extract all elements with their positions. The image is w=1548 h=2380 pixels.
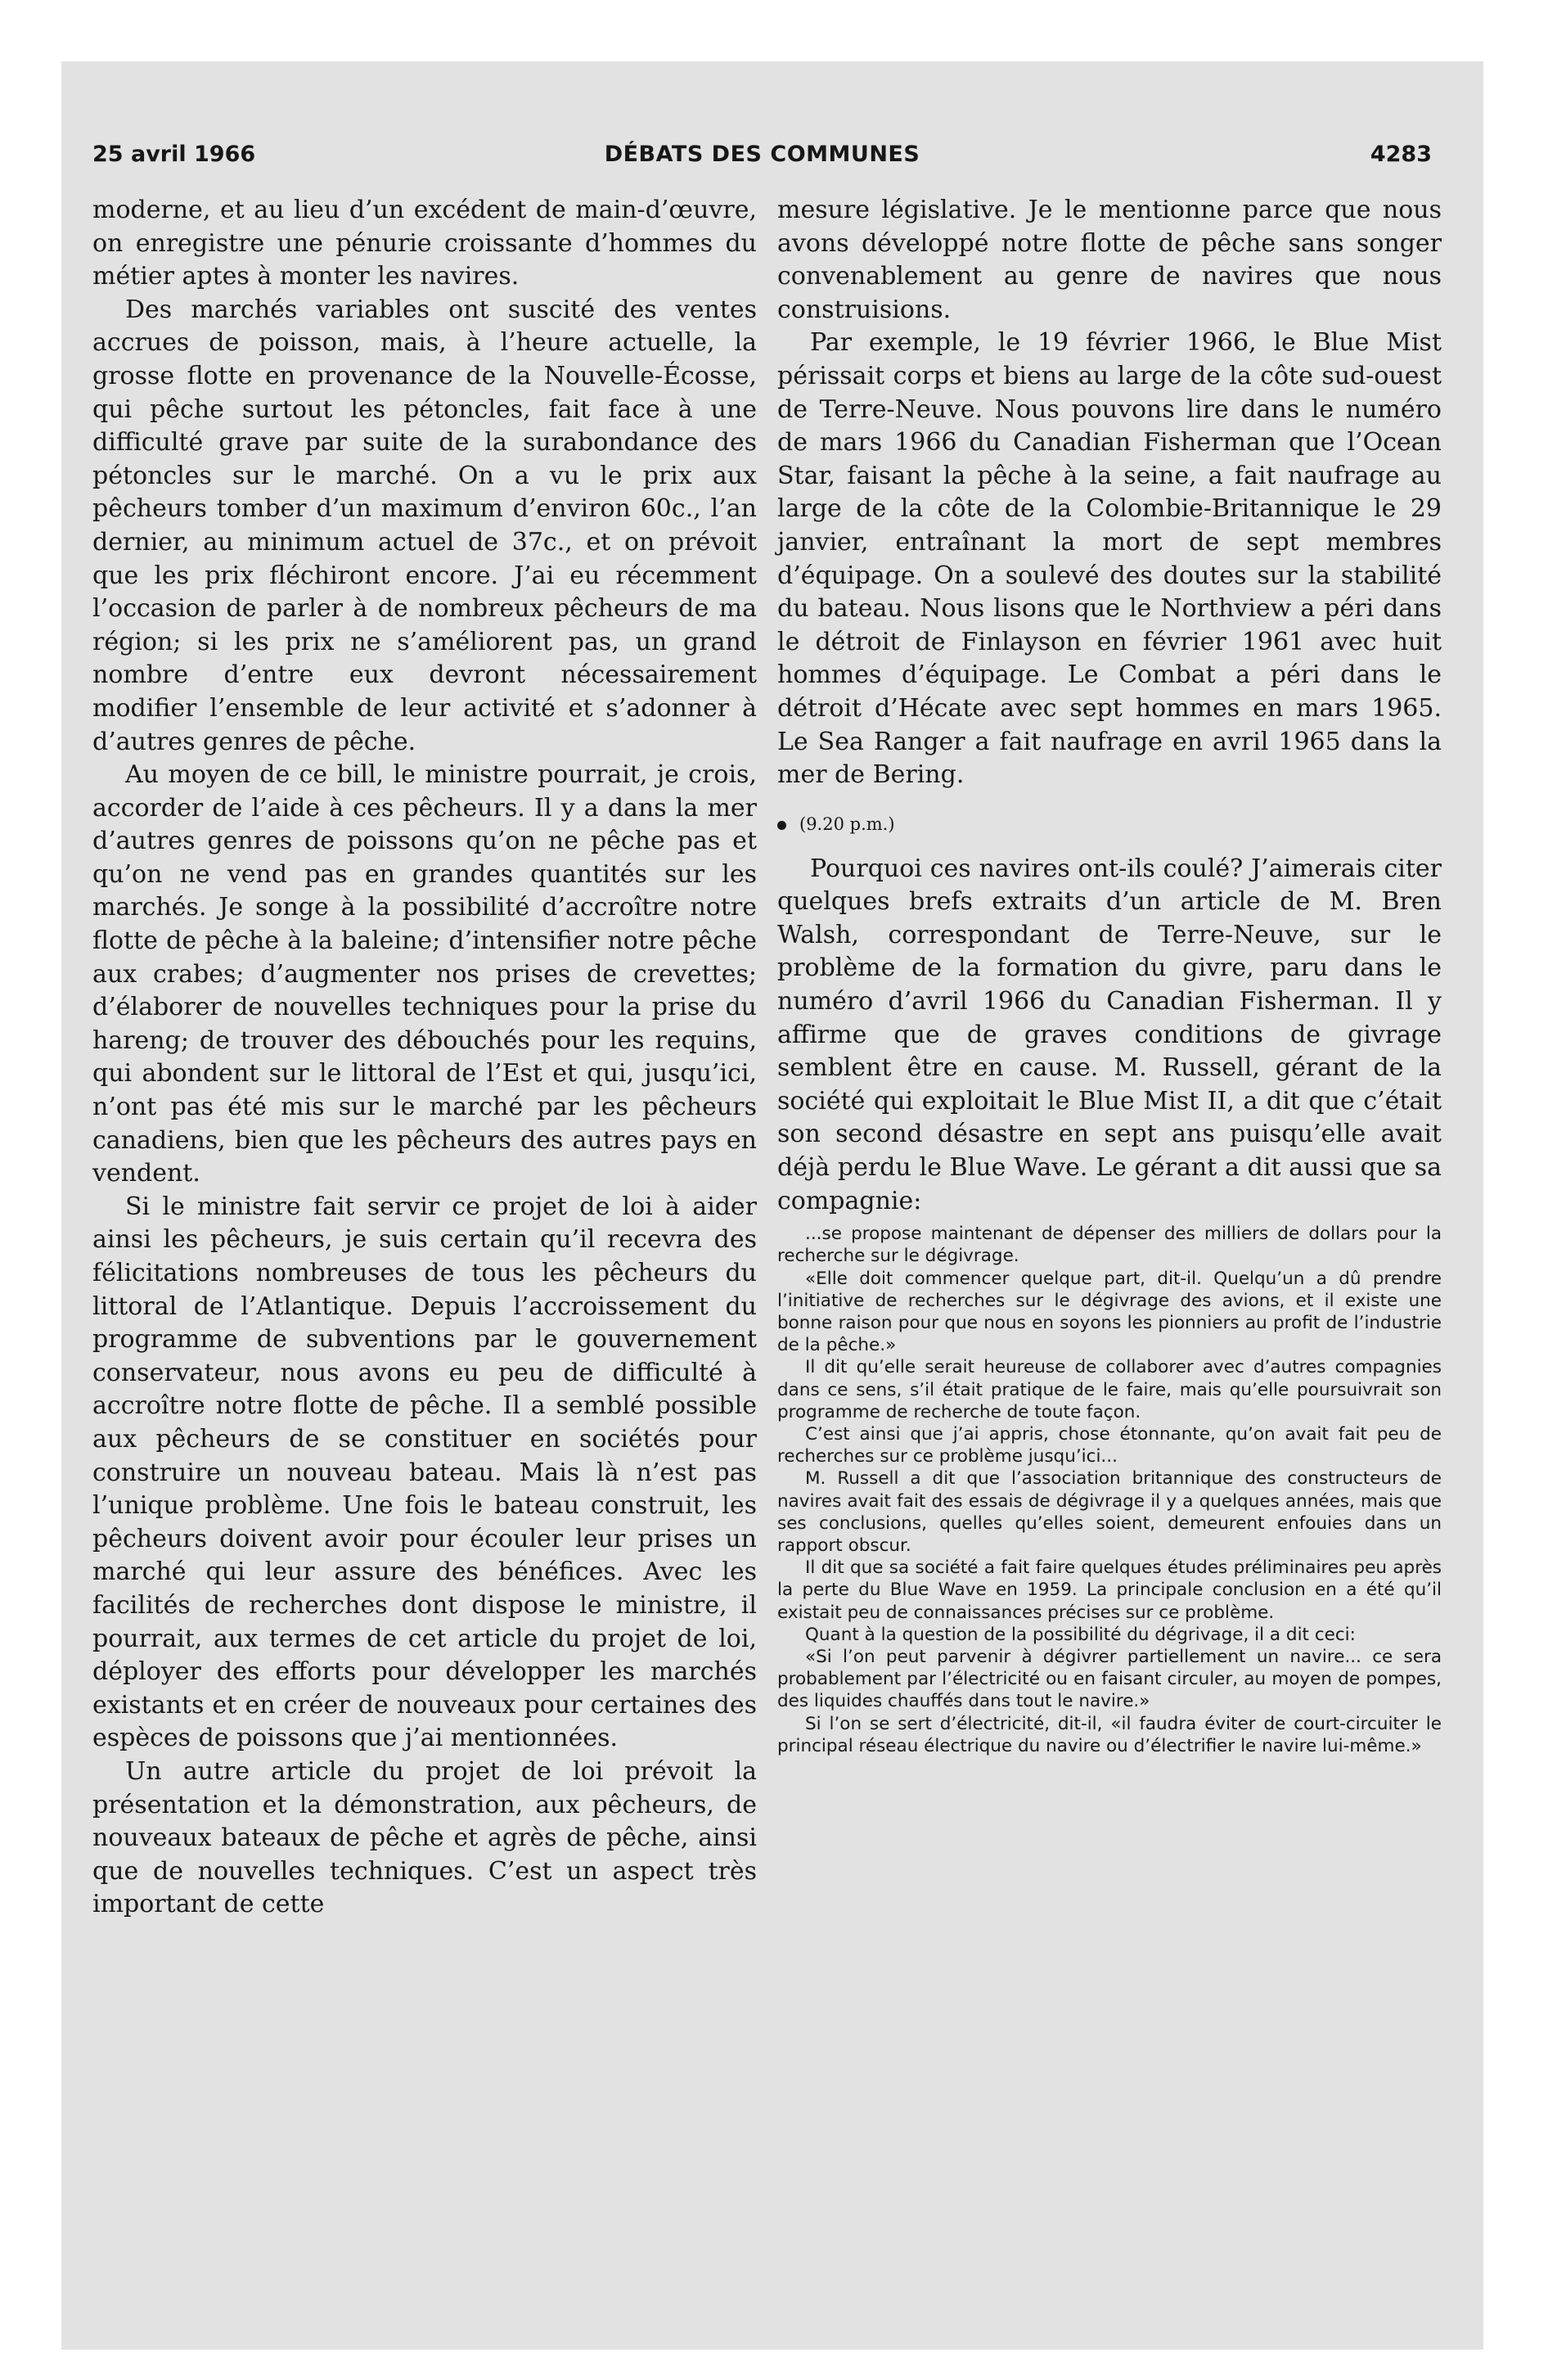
paragraph: Si le ministre fait servir ce projet de loi à aider ainsi les pêcheurs, je suis certain qu’il recevra des félicitations nombreuses de tous les pêcheurs du littoral de l’Atlantique. Depuis l’accroissement du programme de subventions par le gouvernement conservateur, nous avons eu peu de difficulté à accroître notre flotte de pêche. Il a semblé possible aux pêcheurs de se constituer en sociétés pour construire un nouveau bateau. Mais là n’est pas l’unique problème. Une fois le bateau construit, les pêcheurs doivent avoir pour écouler leur prises un marché qui leur assure des bénéfices. Avec les facilités de recherches dont dispose le ministre, il pourrait, aux termes de cet article du projet de loi, déployer des efforts pour développer les marchés existants et en créer de nouveaux pour certaines des espèces de poissons que j’ai mentionnées. <box>92 1192 757 1753</box>
quote-paragraph: «Si l’on peut parvenir à dégivrer partiellement un navire... ce sera probablement par l’électricité ou en faisant circuler, au moyen de pompes, des liquides chauffés dans tout le navire.» <box>777 1647 1442 1712</box>
quote-paragraph: Il dit que sa société a fait faire quelques études préliminaires peu après la perte du Blue Wave en 1959. La principale conclusion en a été qu’il existait peu de connaissances précises sur ce problème. <box>777 1557 1442 1623</box>
paragraph: moderne, et au lieu d’un excédent de main-d’œuvre, on enregistre une pénurie croissante d’hommes du métier aptes à monter les navires. <box>92 196 757 291</box>
quote-paragraph: C’est ainsi que j’ai appris, chose étonnante, qu’on avait fait peu de recherches sur ce problème jusqu’ici... <box>777 1424 1442 1467</box>
paragraph: Au moyen de ce bill, le ministre pourrait, je crois, accorder de l’aide à ces pêcheurs. Il y a dans la mer d’autres genres de poissons qu’on ne pêche pas et qu’on ne vend pas en grandes quantités sur les marchés. Je songe à la possibilité d’accroître notre flotte de pêche à la baleine; d’intensifier notre pêche aux crabes; d’augmenter nos prises de crevettes; d’élaborer de nouvelles techniques pour la prise du hareng; de trouver des débouchés pour les requins, qui abondent sur le littoral de l’Est et qui, jusqu’ici, n’ont pas été mis sur le marché par les pêcheurs canadiens, bien que les pêcheurs des autres pays en vendent. <box>92 760 757 1188</box>
quote-paragraph: «Elle doit commencer quelque part, dit-il. Quelqu’un a dû prendre l’initiative de recherches sur le dégivrage des avions, et il existe une bonne raison pour que nous en soyons les pionniers au profit de l’industrie de la pêche.» <box>777 1268 1442 1356</box>
time-marker <box>777 812 1442 836</box>
quote-paragraph: Si l’on se sert d’électricité, dit-il, «il faudra éviter de court-circuiter le principal réseau électrique du navire ou d’électrifier le navire lui-même.» <box>777 1713 1442 1756</box>
quotation-block <box>777 1223 1442 1757</box>
quote-paragraph: M. Russell a dit que l’association britannique des constructeurs de navires avait fait des essais de dégivrage il y a quelques années, mais que ses conclusions, quelles qu’elles soient, demeurent enfouies dans un rapport obscur. <box>777 1468 1442 1557</box>
header-date: 25 avril 1966 <box>92 142 256 167</box>
header-page-number: 4283 <box>1370 142 1432 167</box>
quote-paragraph: Quant à la question de la possibilité du dégrivage, il a dit ceci: <box>805 1624 1356 1645</box>
quote-paragraph: ...se propose maintenant de dépenser des milliers de dollars pour la recherche sur le dégivrage. <box>777 1224 1442 1267</box>
paragraph: Pourquoi ces navires ont-ils coulé? J’aimerais citer quelques brefs extraits d’un article de M. Bren Walsh, correspondant de Terre-Neuve, sur le problème de la formation du givre, paru dans le numéro d’avril 1966 du Canadian Fisherman. Il y affirme que de graves conditions de givrage semblent être en cause. M. Russell, gérant de la société qui exploitait le Blue Mist II, a dit que c’était son second désastre en sept ans puisqu’elle avait déjà perdu le Blue Wave. Le gérant a dit aussi que sa compagnie: <box>777 854 1442 1215</box>
right-column <box>777 194 1442 1757</box>
quote-paragraph: Il dit qu’elle serait heureuse de collaborer avec d’autres compagnies dans ce sens, s’il était pratique de le faire, mais qu’elle poursuivrait son programme de recherche de toute façon. <box>777 1357 1442 1422</box>
scanned-page <box>61 61 1483 2350</box>
header-title: DÉBATS DES COMMUNES <box>604 142 920 167</box>
time-marker-text: (9.20 p.m.) <box>799 814 895 834</box>
page-header <box>92 142 1432 174</box>
paragraph: Par exemple, le 19 février 1966, le Blue Mist périssait corps et biens au large de la côte sud-ouest de Terre-Neuve. Nous pouvons lire dans le numéro de mars 1966 du Canadian Fisherman que l’Ocean Star, faisant la pêche à la seine, a fait naufrage au large de la côte de la Colombie-Britannique le 29 janvier, entraînant la mort de sept membres d’équipage. On a soulevé des doutes sur la stabilité du bateau. Nous lisons que le Northview a péri dans le détroit de Finlayson en février 1961 avec huit hommes d’équipage. Le Combat a péri dans le détroit d’Hécate avec sept hommes en mars 1965. Le Sea Ranger a fait naufrage en avril 1965 dans la mer de Bering. <box>777 328 1442 790</box>
paragraph: Des marchés variables ont suscité des ventes accrues de poisson, mais, à l’heure actuelle, la grosse flotte en provenance de la Nouvelle-Écosse, qui pêche surtout les pétoncles, fait face à une difficulté grave par suite de la surabondance des pétoncles sur le marché. On a vu le prix aux pêcheurs tomber d’un maximum d’environ 60c., l’an dernier, au minimum actuel de 37c., et on prévoit que les prix fléchiront encore. J’ai eu récemment l’occasion de parler à de nombreux pêcheurs de ma région; si les prix ne s’améliorent pas, un grand nombre d’entre eux devront nécessairement modifier l’ensemble de leur activité et s’adonner à d’autres genres de pêche. <box>92 295 757 756</box>
bullet-dot-icon <box>777 821 786 830</box>
paragraph: mesure législative. Je le mentionne parce que nous avons développé notre flotte de pêche sans songer convenablement au genre de navires que nous construisions. <box>777 196 1442 324</box>
paragraph: Un autre article du projet de loi prévoit la présentation et la démonstration, aux pêcheurs, de nouveaux bateaux de pêche et agrès de pêche, ainsi que de nouvelles techniques. C’est un aspect très important de cette <box>92 1756 757 1919</box>
left-column <box>92 194 757 1922</box>
